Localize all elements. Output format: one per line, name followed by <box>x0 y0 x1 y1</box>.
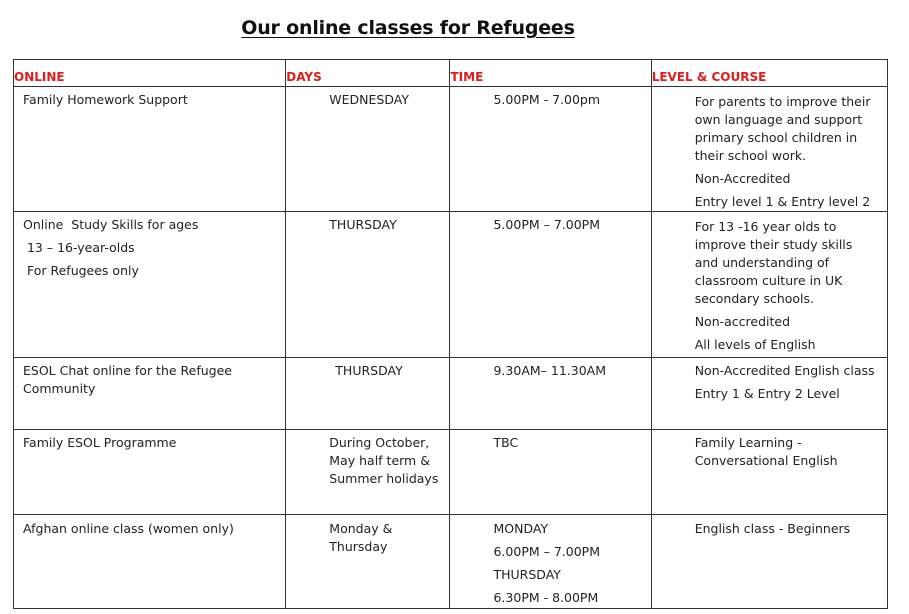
course-level: All levels of English <box>694 337 816 352</box>
cell-time <box>450 515 651 609</box>
cell-level <box>651 87 887 212</box>
course-name: ESOL Chat online for the Refugee <box>23 363 232 378</box>
cell-online <box>14 87 286 212</box>
course-days: During October, <box>329 435 430 450</box>
course-time: 6.00PM – 7.00PM <box>493 544 600 559</box>
course-name: Family ESOL Programme <box>23 435 177 450</box>
course-days: Monday & <box>329 521 393 536</box>
course-accreditation: Non-accredited <box>694 314 791 329</box>
course-time-day: THURSDAY <box>493 567 561 582</box>
cell-days <box>286 358 450 430</box>
cell-time <box>450 358 651 430</box>
cell-days <box>286 87 450 212</box>
cell-time <box>450 430 651 515</box>
course-description: For parents to improve their own language and support primary school children in their school work. <box>694 94 871 163</box>
cell-online <box>14 515 286 609</box>
course-name-cont: Community <box>23 381 96 396</box>
classes-table <box>13 59 888 609</box>
header-days: DAYS <box>286 60 450 87</box>
course-level: Entry level 1 & Entry level 2 <box>694 194 871 209</box>
course-time-day: MONDAY <box>493 521 549 536</box>
course-description: For 13 -16 year olds to improve their study skills and understanding of classroom culture in UK secondary schools. <box>694 219 853 306</box>
course-time: 5.00PM - 7.00pm <box>493 92 601 107</box>
course-days-cont: Summer holidays <box>329 471 439 486</box>
table-row <box>14 87 888 212</box>
cell-level <box>651 430 887 515</box>
course-days: WEDNESDAY <box>329 92 409 107</box>
course-time: TBC <box>493 435 519 450</box>
course-description: English class - Beginners <box>694 521 851 536</box>
cell-level <box>651 212 887 358</box>
course-name: Online Study Skills for ages <box>23 217 199 232</box>
cell-online <box>14 430 286 515</box>
cell-online <box>14 358 286 430</box>
cell-level <box>651 515 887 609</box>
cell-online <box>14 212 286 358</box>
cell-days <box>286 515 450 609</box>
cell-time <box>450 87 651 212</box>
course-days: THURSDAY <box>335 363 403 378</box>
course-time: 9.30AM– 11.30AM <box>493 363 606 378</box>
table-row <box>14 212 888 358</box>
course-name: Afghan online class (women only) <box>23 521 234 536</box>
course-description: Family Learning - Conversational English <box>694 435 838 468</box>
cell-days <box>286 430 450 515</box>
cell-days <box>286 212 450 358</box>
header-time: TIME <box>450 60 651 87</box>
course-eligibility: For Refugees only <box>23 263 139 278</box>
cell-time <box>450 212 651 358</box>
course-days: THURSDAY <box>329 217 397 232</box>
course-time: 6.30PM - 8.00PM <box>493 590 599 605</box>
course-days-cont: May half term & <box>329 453 430 468</box>
table-row <box>14 358 888 430</box>
course-description: Non-Accredited English class <box>694 363 875 378</box>
header-online: ONLINE <box>14 60 286 87</box>
table-row <box>14 515 888 609</box>
header-level-course: LEVEL & COURSE <box>651 60 887 87</box>
course-time: 5.00PM – 7.00PM <box>493 217 600 232</box>
page-title: Our online classes for Refugees <box>241 17 575 39</box>
table-row <box>14 430 888 515</box>
course-level: Entry 1 & Entry 2 Level <box>694 386 840 401</box>
course-name: Family Homework Support <box>23 92 188 107</box>
course-accreditation: Non-Accredited <box>694 171 791 186</box>
cell-level <box>651 358 887 430</box>
course-days-cont: Thursday <box>329 539 388 554</box>
course-age-range: 13 – 16-year-olds <box>23 240 135 255</box>
table-header-row <box>14 60 888 87</box>
